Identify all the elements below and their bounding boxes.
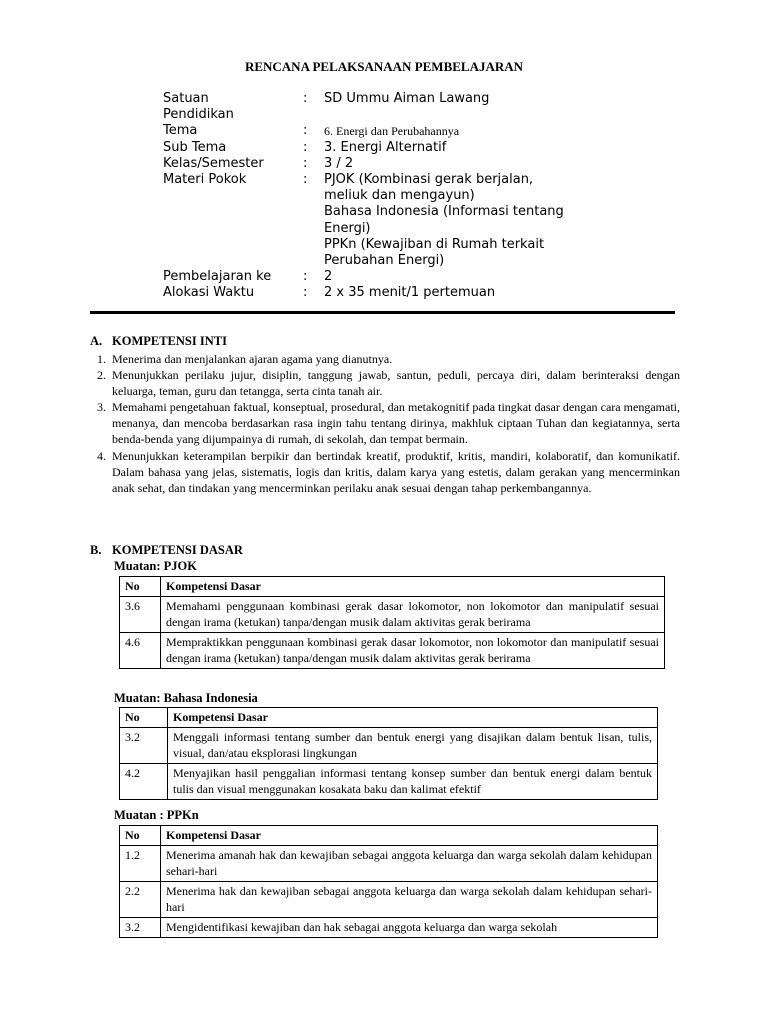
kd-text: Mempraktikkan penggunaan kombinasi gerak dasar lokomotor, non lokomotor dan manipulatif sesuai dengan irama (ketukan) tanpa/dengan musik dalam aktivitas gerak berirama xyxy=(161,633,665,669)
identity-row-subtema xyxy=(163,140,663,156)
identity-row-materi xyxy=(163,172,663,269)
kd-number: 4.2 xyxy=(120,764,168,800)
section-letter: B. xyxy=(90,543,102,557)
section-title: KOMPETENSI DASAR xyxy=(112,543,243,557)
kd-table-bahasa-indonesia xyxy=(119,707,658,800)
identity-colon: : xyxy=(303,91,308,106)
table-row xyxy=(120,633,665,669)
list-text: Memahami pengetahuan faktual, konseptual, prosedural, dan metakognitif pada tingkat dasar dengan cara mengamati, menanya, dan mencoba berdasarkan rasa ingin tahu tentang dirinya, makhluk ciptaan Tuhan dan kegiatannya, serta benda-benda yang dijumpainya di rumah, di sekolah, dan tempat bermain. xyxy=(112,400,680,447)
kd-number: 2.2 xyxy=(120,882,161,918)
identity-label: Sub Tema xyxy=(163,139,227,155)
list-number: 2. xyxy=(97,368,106,383)
identity-value: 3. Energi Alternatif xyxy=(324,139,447,155)
identity-value: 3 / 2 xyxy=(324,155,354,171)
kd-number: 1.2 xyxy=(120,846,161,882)
table-header-row xyxy=(120,826,658,846)
table-row xyxy=(120,728,658,764)
kd-table-ppkn xyxy=(119,825,658,938)
list-text: Menunjukkan perilaku jujur, disiplin, tanggung jawab, santun, peduli, percaya diri, dalam berinteraksi dengan keluarga, teman, guru dan tetangga, serta cinta tanah air. xyxy=(112,368,680,399)
table-row xyxy=(120,846,658,882)
column-header-kd: Kompetensi Dasar xyxy=(161,826,658,846)
section-kompetensi-dasar xyxy=(90,543,680,558)
kd-number: 3.2 xyxy=(120,918,161,938)
identity-block xyxy=(163,91,663,302)
list-text: Menunjukkan keterampilan berpikir dan bertindak kreatif, produktif, kritis, mandiri, kolaboratif, dan komunikatif. Dalam bahasa yang jelas, sistematis, logis dan kritis, dalam karya yang estetis, dalam gerakan yang mencerminkan anak sehat, dan tindakan yang mencerminkan perilaku anak sesuai dengan tahap perkembangannya. xyxy=(112,448,680,495)
table-row xyxy=(120,918,658,938)
section-title: KOMPETENSI INTI xyxy=(112,334,227,348)
list-item xyxy=(90,448,680,496)
identity-value: 2 x 35 menit/1 pertemuan xyxy=(324,285,496,301)
identity-value: PJOK (Kombinasi gerak berjalan, meliuk dan mengayun) Bahasa Indonesia (Informasi tentang Energi) PPKn (Kewajiban di Rumah terkait Perubahan Energi) xyxy=(324,172,564,269)
muatan-label-pjok: Muatan: PJOK xyxy=(114,559,197,573)
identity-row-tema xyxy=(163,123,663,139)
section-heading xyxy=(90,334,680,349)
column-header-kd: Kompetensi Dasar xyxy=(168,708,658,728)
list-number: 3. xyxy=(97,400,106,415)
identity-value: SD Ummu Aiman Lawang xyxy=(324,91,490,106)
column-header-no: No xyxy=(120,708,168,728)
identity-colon: : xyxy=(303,269,308,285)
kd-text: Menerima hak dan kewajiban sebagai anggota keluarga dan warga sekolah dalam kehidupan sehari-hari xyxy=(161,882,658,918)
kd-text: Menerima amanah hak dan kewajiban sebagai anggota keluarga dan warga sekolah dalam kehidupan sehari-hari xyxy=(161,846,658,882)
table-row xyxy=(120,597,665,633)
kd-number: 3.2 xyxy=(120,728,168,764)
kd-text: Memahami penggunaan kombinasi gerak dasar lokomotor, non lokomotor dan manipulatif sesuai dengan irama (ketukan) tanpa/dengan musik dalam aktivitas gerak berirama xyxy=(161,597,665,633)
identity-label: Pembelajaran ke xyxy=(163,269,272,285)
muatan-label-ppkn: Muatan : PPKn xyxy=(114,808,199,822)
document-title: RENCANA PELAKSANAAN PEMBELAJARAN xyxy=(244,59,524,74)
list-text: Menerima dan menjalankan ajaran agama yang dianutnya. xyxy=(112,352,393,366)
kd-table-pjok xyxy=(119,576,665,669)
header-divider xyxy=(90,311,675,314)
list-item xyxy=(90,351,680,367)
identity-value: 2 xyxy=(324,269,333,285)
identity-colon: : xyxy=(303,172,308,188)
kd-text: Menggali informasi tentang sumber dan bentuk energi yang disajikan dalam bentuk lisan, tulis, visual, dan/atau eksplorasi lingkungan xyxy=(168,728,658,764)
kd-number: 3.6 xyxy=(120,597,161,633)
section-kompetensi-inti xyxy=(90,334,680,496)
identity-row-pembelajaran xyxy=(163,269,663,285)
identity-colon: : xyxy=(303,155,308,171)
column-header-no: No xyxy=(120,826,161,846)
muatan-label-bahasa-indonesia: Muatan: Bahasa Indonesia xyxy=(114,691,258,705)
column-header-kd: Kompetensi Dasar xyxy=(161,577,665,597)
identity-value: 6. Energi dan Perubahannya xyxy=(324,124,460,139)
table-row xyxy=(120,764,658,800)
identity-label: Kelas/Semester xyxy=(163,155,264,171)
column-header-no: No xyxy=(120,577,161,597)
identity-label: Satuan Pendidikan xyxy=(163,91,234,123)
identity-row-satuan xyxy=(163,91,663,123)
table-header-row xyxy=(120,708,658,728)
identity-row-alokasi xyxy=(163,285,663,301)
list-number: 1. xyxy=(97,352,106,366)
table-row xyxy=(120,882,658,918)
list-item xyxy=(90,367,680,399)
identity-row-kelas xyxy=(163,156,663,172)
kompetensi-inti-list xyxy=(90,351,680,496)
identity-colon: : xyxy=(303,123,308,139)
identity-label: Tema xyxy=(163,123,198,139)
identity-label: Materi Pokok xyxy=(163,172,247,188)
list-item xyxy=(90,399,680,447)
list-number: 4. xyxy=(97,448,106,463)
kd-text: Mengidentifikasi kewajiban dan hak sebagai anggota keluarga dan warga sekolah xyxy=(161,918,658,938)
kd-text: Menyajikan hasil penggalian informasi tentang konsep sumber dan bentuk energi dalam bentuk tulis dan visual menggunakan kosakata baku dan kalimat efektif xyxy=(168,764,658,800)
kd-number: 4.6 xyxy=(120,633,161,669)
identity-colon: : xyxy=(303,285,308,301)
table-header-row xyxy=(120,577,665,597)
identity-colon: : xyxy=(303,139,308,155)
section-letter: A. xyxy=(90,334,103,348)
identity-label: Alokasi Waktu xyxy=(163,285,255,301)
section-heading xyxy=(90,543,680,558)
